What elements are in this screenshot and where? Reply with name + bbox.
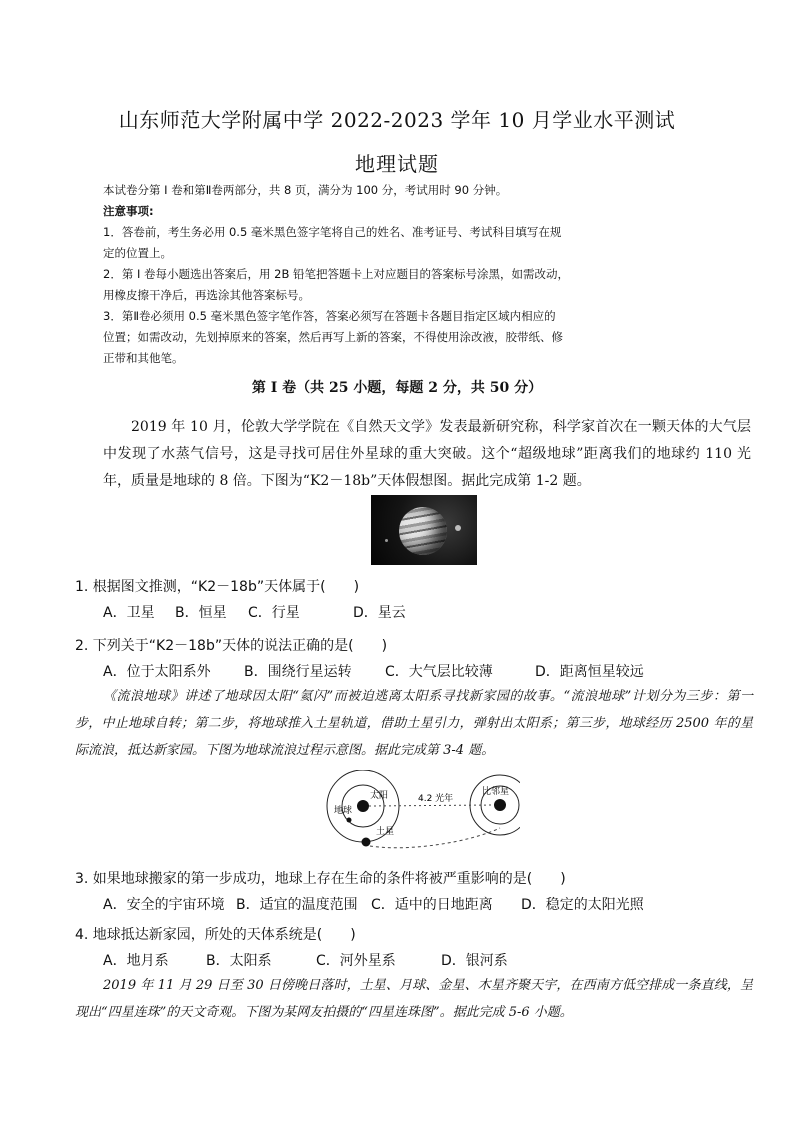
notice-line: 定的位置上。 [103, 246, 172, 260]
question-1-stem: 1. 根据图文推测，“K2－18b”天体属于( ) [75, 579, 360, 595]
question-3-stem: 3. 如果地球搬家的第一步成功，地球上存在生命的条件将被严重影响的是( ) [75, 871, 566, 887]
exam-title: 山东师范大学附属中学 2022-2023 学年 10 月学业水平测试 [118, 108, 676, 132]
option[interactable]: A．位于太阳系外 [103, 664, 211, 680]
notice-line: 2．第 I 卷每小题选出答案后，用 2B 铅笔把答题卡上对应题目的答案标号涂黑，如需改动， [103, 267, 570, 281]
option[interactable]: B．围绕行星运转 [244, 664, 352, 680]
option[interactable]: D．星云 [353, 605, 406, 621]
option[interactable]: C．适中的日地距离 [371, 897, 493, 913]
option[interactable]: A．地月系 [103, 953, 169, 969]
saturn-label: 土星 [376, 827, 395, 837]
planet-illustration [399, 507, 447, 555]
moon-dot [385, 539, 388, 542]
option[interactable]: D．稳定的太阳光照 [521, 897, 644, 913]
notice-heading: 注意事项: [103, 204, 154, 218]
option[interactable]: C．行星 [248, 605, 300, 621]
distance-line [369, 805, 494, 806]
passage-wandering-earth: 《流浪地球》讲述了地球因太阳“氦闪”而被迫逃离太阳系寻找新家园的故事。“流浪地球”计划分为三步：第一步，中止地球自转；第二步，将地球推入土星轨道，借助土星引力，弹射出太阳系；第三步，地球经历 2500 年的星际流浪，抵达新家园。下图为地球流浪过程示意图。据此完成第 3-4 题。 [75, 689, 753, 758]
exam-subtitle: 地理试题 [355, 152, 439, 176]
option[interactable]: B．太阳系 [206, 953, 272, 969]
sun-icon [357, 800, 369, 812]
option[interactable]: D．距离恒星较远 [535, 664, 644, 680]
passage-k2-18b: 2019 年 10 月，伦敦大学学院在《自然天文学》发表最新研究称，科学家首次在一颗天体的大气层中发现了水蒸气信号，这是寻找可居住外星球的重大突破。这个“超级地球”距离我们的地球约 110 光年，质量是地球的 8 倍。下图为“K2－18b”天体假想图。据此完成第 1-2 题。 [103, 419, 751, 489]
passage-four-planets: 2019 年 11 月 29 日至 30 日傍晚日落时，土星、月球、金星、木星齐聚天宇，在西南方低空排成一条直线，呈现出“四星连珠”的天文奇观。下图为某网友拍摄的“四星连珠图”。据此完成 5-6 小题。 [75, 978, 753, 1020]
question-4-stem: 4. 地球抵达新家园，所处的天体系统是( ) [75, 927, 356, 943]
saturn-icon [362, 838, 371, 847]
distance-label: 4.2 光年 [418, 794, 454, 804]
notice-line: 位置；如需改动，先划掉原来的答案，然后再写上新的答案，不得使用涂改液，胶带纸、修 [103, 330, 563, 344]
question-2-stem: 2. 下列关于“K2－18b”天体的说法正确的是( ) [75, 638, 388, 654]
section-title: 第 I 卷（共 25 小题，每题 2 分，共 50 分） [251, 380, 543, 396]
proxima-label: 比邻星 [482, 787, 510, 797]
proxima-star-icon [494, 799, 506, 811]
option[interactable]: C．河外星系 [316, 953, 396, 969]
option[interactable]: B．恒星 [175, 605, 227, 621]
sun-label: 太阳 [370, 791, 389, 801]
notice-line: 用橡皮擦干净后，再选涂其他答案标号。 [103, 288, 310, 302]
exam-intro: 本试卷分第 I 卷和第Ⅱ卷两部分，共 8 页，满分为 100 分，考试用时 90 分钟。 [103, 183, 508, 197]
option[interactable]: C．大气层比较薄 [385, 664, 493, 680]
option[interactable]: A．卫星 [103, 605, 155, 621]
wandering-earth-diagram [320, 770, 520, 862]
option[interactable]: D．银河系 [441, 953, 508, 969]
option[interactable]: A．安全的宇宙环境 [103, 897, 225, 913]
notice-line: 3．第Ⅱ卷必须用 0.5 毫米黑色签字笔作答，答案必须写在答题卡各题目指定区域内相应的 [103, 309, 556, 323]
notice-line: 1．答卷前，考生务必用 0.5 毫米黑色签字笔将自己的姓名、准考证号、考试科目填写在规 [103, 225, 562, 239]
earth-label: 地球 [334, 806, 353, 816]
option[interactable]: B．适宜的温度范围 [236, 897, 358, 913]
moon-dot [455, 525, 461, 531]
earth-icon [347, 818, 352, 823]
k2-18b-image [371, 495, 477, 565]
notice-line: 正带和其他笔。 [103, 351, 184, 365]
